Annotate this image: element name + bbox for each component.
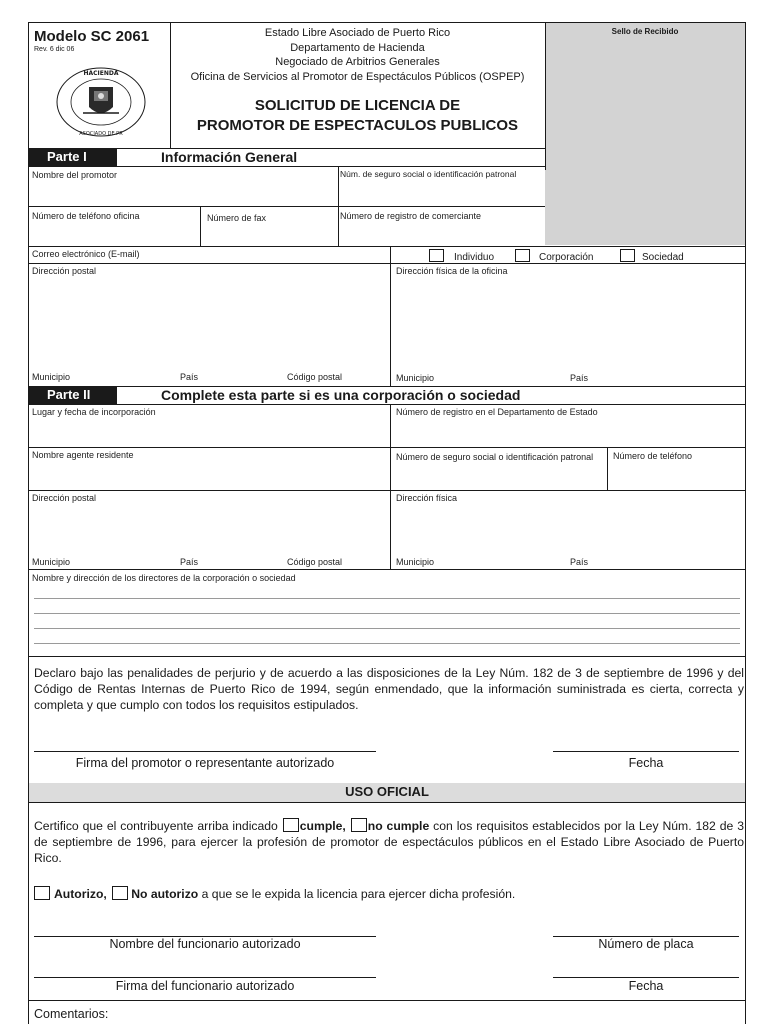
agency-line: Estado Libre Asociado de Puerto Rico xyxy=(264,27,451,39)
promoter-signature-label: Firma del promotor o representante autorizado xyxy=(75,756,335,770)
authorize-post-text: a que se le expida la licencia para ejercer dicha profesión. xyxy=(201,887,516,901)
not-authorize-checkbox[interactable] xyxy=(112,886,128,900)
svg-text:ASOCIADO DE PR: ASOCIADO DE PR xyxy=(79,131,123,137)
part2-title: Complete esta parte si es una corporación o sociedad xyxy=(161,387,521,403)
part1-title: Información General xyxy=(161,149,298,165)
corporation-label: Corporación xyxy=(539,252,594,263)
authorize-checkbox[interactable] xyxy=(34,886,50,900)
certification-paragraph xyxy=(34,818,744,866)
official-date-label: Fecha xyxy=(628,979,664,993)
official-use-title: USO OFICIAL xyxy=(345,784,429,799)
ssn-label: Núm. de seguro social o identificación patronal xyxy=(340,169,517,179)
directors-line[interactable] xyxy=(34,613,740,614)
form-title xyxy=(170,96,545,136)
comments-label: Comentarios: xyxy=(34,1007,109,1021)
partnership-checkbox[interactable] xyxy=(620,249,635,262)
part2-phys-municipality-label: Municipio xyxy=(396,557,435,567)
declaration-date-line[interactable] xyxy=(553,751,739,752)
received-stamp-label: Sello de Recibido xyxy=(611,27,679,36)
incorporation-label: Lugar y fecha de incorporación xyxy=(32,407,156,417)
office-phone-label: Número de teléfono oficina xyxy=(32,211,140,221)
individual-label: Individuo xyxy=(454,252,495,263)
promoter-name-label: Nombre del promotor xyxy=(32,170,118,180)
declaration-text: Declaro bajo las penalidades de perjurio y de acuerdo a las disposiciones de la Ley Núm. 182 de 3 de septiembre de 1996 y del Código de Rentas Internas de Puerto Rico de 1994, según enmendado, que la información suministrada es cierta, correcta y completa y que cumplo con todos los requisitos estipulados. xyxy=(34,666,744,712)
directors-line[interactable] xyxy=(34,643,740,644)
agency-line: Departamento de Hacienda xyxy=(290,41,425,54)
individual-checkbox[interactable] xyxy=(429,249,444,262)
part2-municipality-label: Municipio xyxy=(32,557,71,567)
directors-line[interactable] xyxy=(34,628,740,629)
part2-physical-address-label: Dirección física xyxy=(396,493,458,503)
badge-number-label: Número de placa xyxy=(598,937,694,951)
svg-text:HACIENDA: HACIENDA xyxy=(83,70,119,77)
hacienda-seal-icon xyxy=(53,65,149,139)
state-reg-label: Número de registro en el Departamento de Estado xyxy=(396,407,598,417)
form-title-line: PROMOTOR DE ESPECTACULOS PUBLICOS xyxy=(196,117,519,134)
promoter-signature-line[interactable] xyxy=(34,751,376,752)
resident-agent-label: Nombre agente residente xyxy=(32,450,134,460)
part2-phone-label: Número de teléfono xyxy=(613,451,693,461)
complies-label: cumple, xyxy=(299,819,346,833)
not-complies-checkbox[interactable] xyxy=(351,818,367,832)
email-label: Correo electrónico (E-mail) xyxy=(32,249,140,259)
official-signature-label: Firma del funcionario autorizado xyxy=(115,979,295,993)
certify-post-text: con los requisitos establecidos por la Ley Núm. 182 de 3 de septiembre de 1996, para ejercer la profesión de promotor de espectáculos públicos en el Estado Libre Asociado de Puerto Rico. xyxy=(34,819,744,865)
form-title-line: SOLICITUD DE LICENCIA DE xyxy=(254,97,461,114)
authorize-label: Autorizo, xyxy=(54,887,107,901)
form-revision: Rev. 6 dic 06 xyxy=(34,46,75,53)
complies-checkbox[interactable] xyxy=(283,818,299,832)
zip-label: Código postal xyxy=(287,372,343,382)
agency-line: Negociado de Arbitrios Generales xyxy=(275,56,440,68)
part2-ssn-label: Número de seguro social o identificación patronal xyxy=(396,452,594,462)
authorization-line xyxy=(34,886,744,902)
not-complies-label: no cumple xyxy=(367,819,430,833)
declaration-date-label: Fecha xyxy=(628,756,664,770)
part2-zip-label: Código postal xyxy=(287,557,343,567)
part2-postal-address-label: Dirección postal xyxy=(32,493,97,503)
postal-address-label: Dirección postal xyxy=(32,266,97,276)
part2-label: Parte II xyxy=(29,387,117,404)
part2-country-label: País xyxy=(180,557,199,567)
partnership-label: Sociedad xyxy=(642,252,684,263)
form-code: Modelo SC 2061 xyxy=(34,28,150,45)
fax-label: Número de fax xyxy=(207,213,267,223)
license-application-form xyxy=(28,22,746,1024)
corporation-checkbox[interactable] xyxy=(515,249,530,262)
agency-line: Oficina de Servicios al Promotor de Espectáculos Públicos (OSPEP) xyxy=(190,70,525,83)
country-label: País xyxy=(180,372,199,382)
received-stamp-area xyxy=(545,23,745,245)
part2-phys-country-label: País xyxy=(570,557,589,567)
agency-heading xyxy=(170,26,545,84)
office-country-label: País xyxy=(570,373,589,383)
physical-address-label: Dirección física de la oficina xyxy=(396,266,508,276)
office-municipality-label: Municipio xyxy=(396,373,435,383)
certify-text: Certifico que el contribuyente arriba indicado xyxy=(34,819,278,833)
municipality-label: Municipio xyxy=(32,372,71,382)
official-date-line[interactable] xyxy=(553,977,739,978)
directors-line[interactable] xyxy=(34,598,740,599)
official-name-label: Nombre del funcionario autorizado xyxy=(109,937,301,951)
directors-label: Nombre y dirección de los directores de la corporación o sociedad xyxy=(32,573,296,583)
official-signature-line[interactable] xyxy=(34,977,376,978)
not-authorize-label: No autorizo xyxy=(131,887,199,901)
part1-label: Parte I xyxy=(29,149,117,166)
merchant-reg-label: Número de registro de comerciante xyxy=(340,211,482,221)
